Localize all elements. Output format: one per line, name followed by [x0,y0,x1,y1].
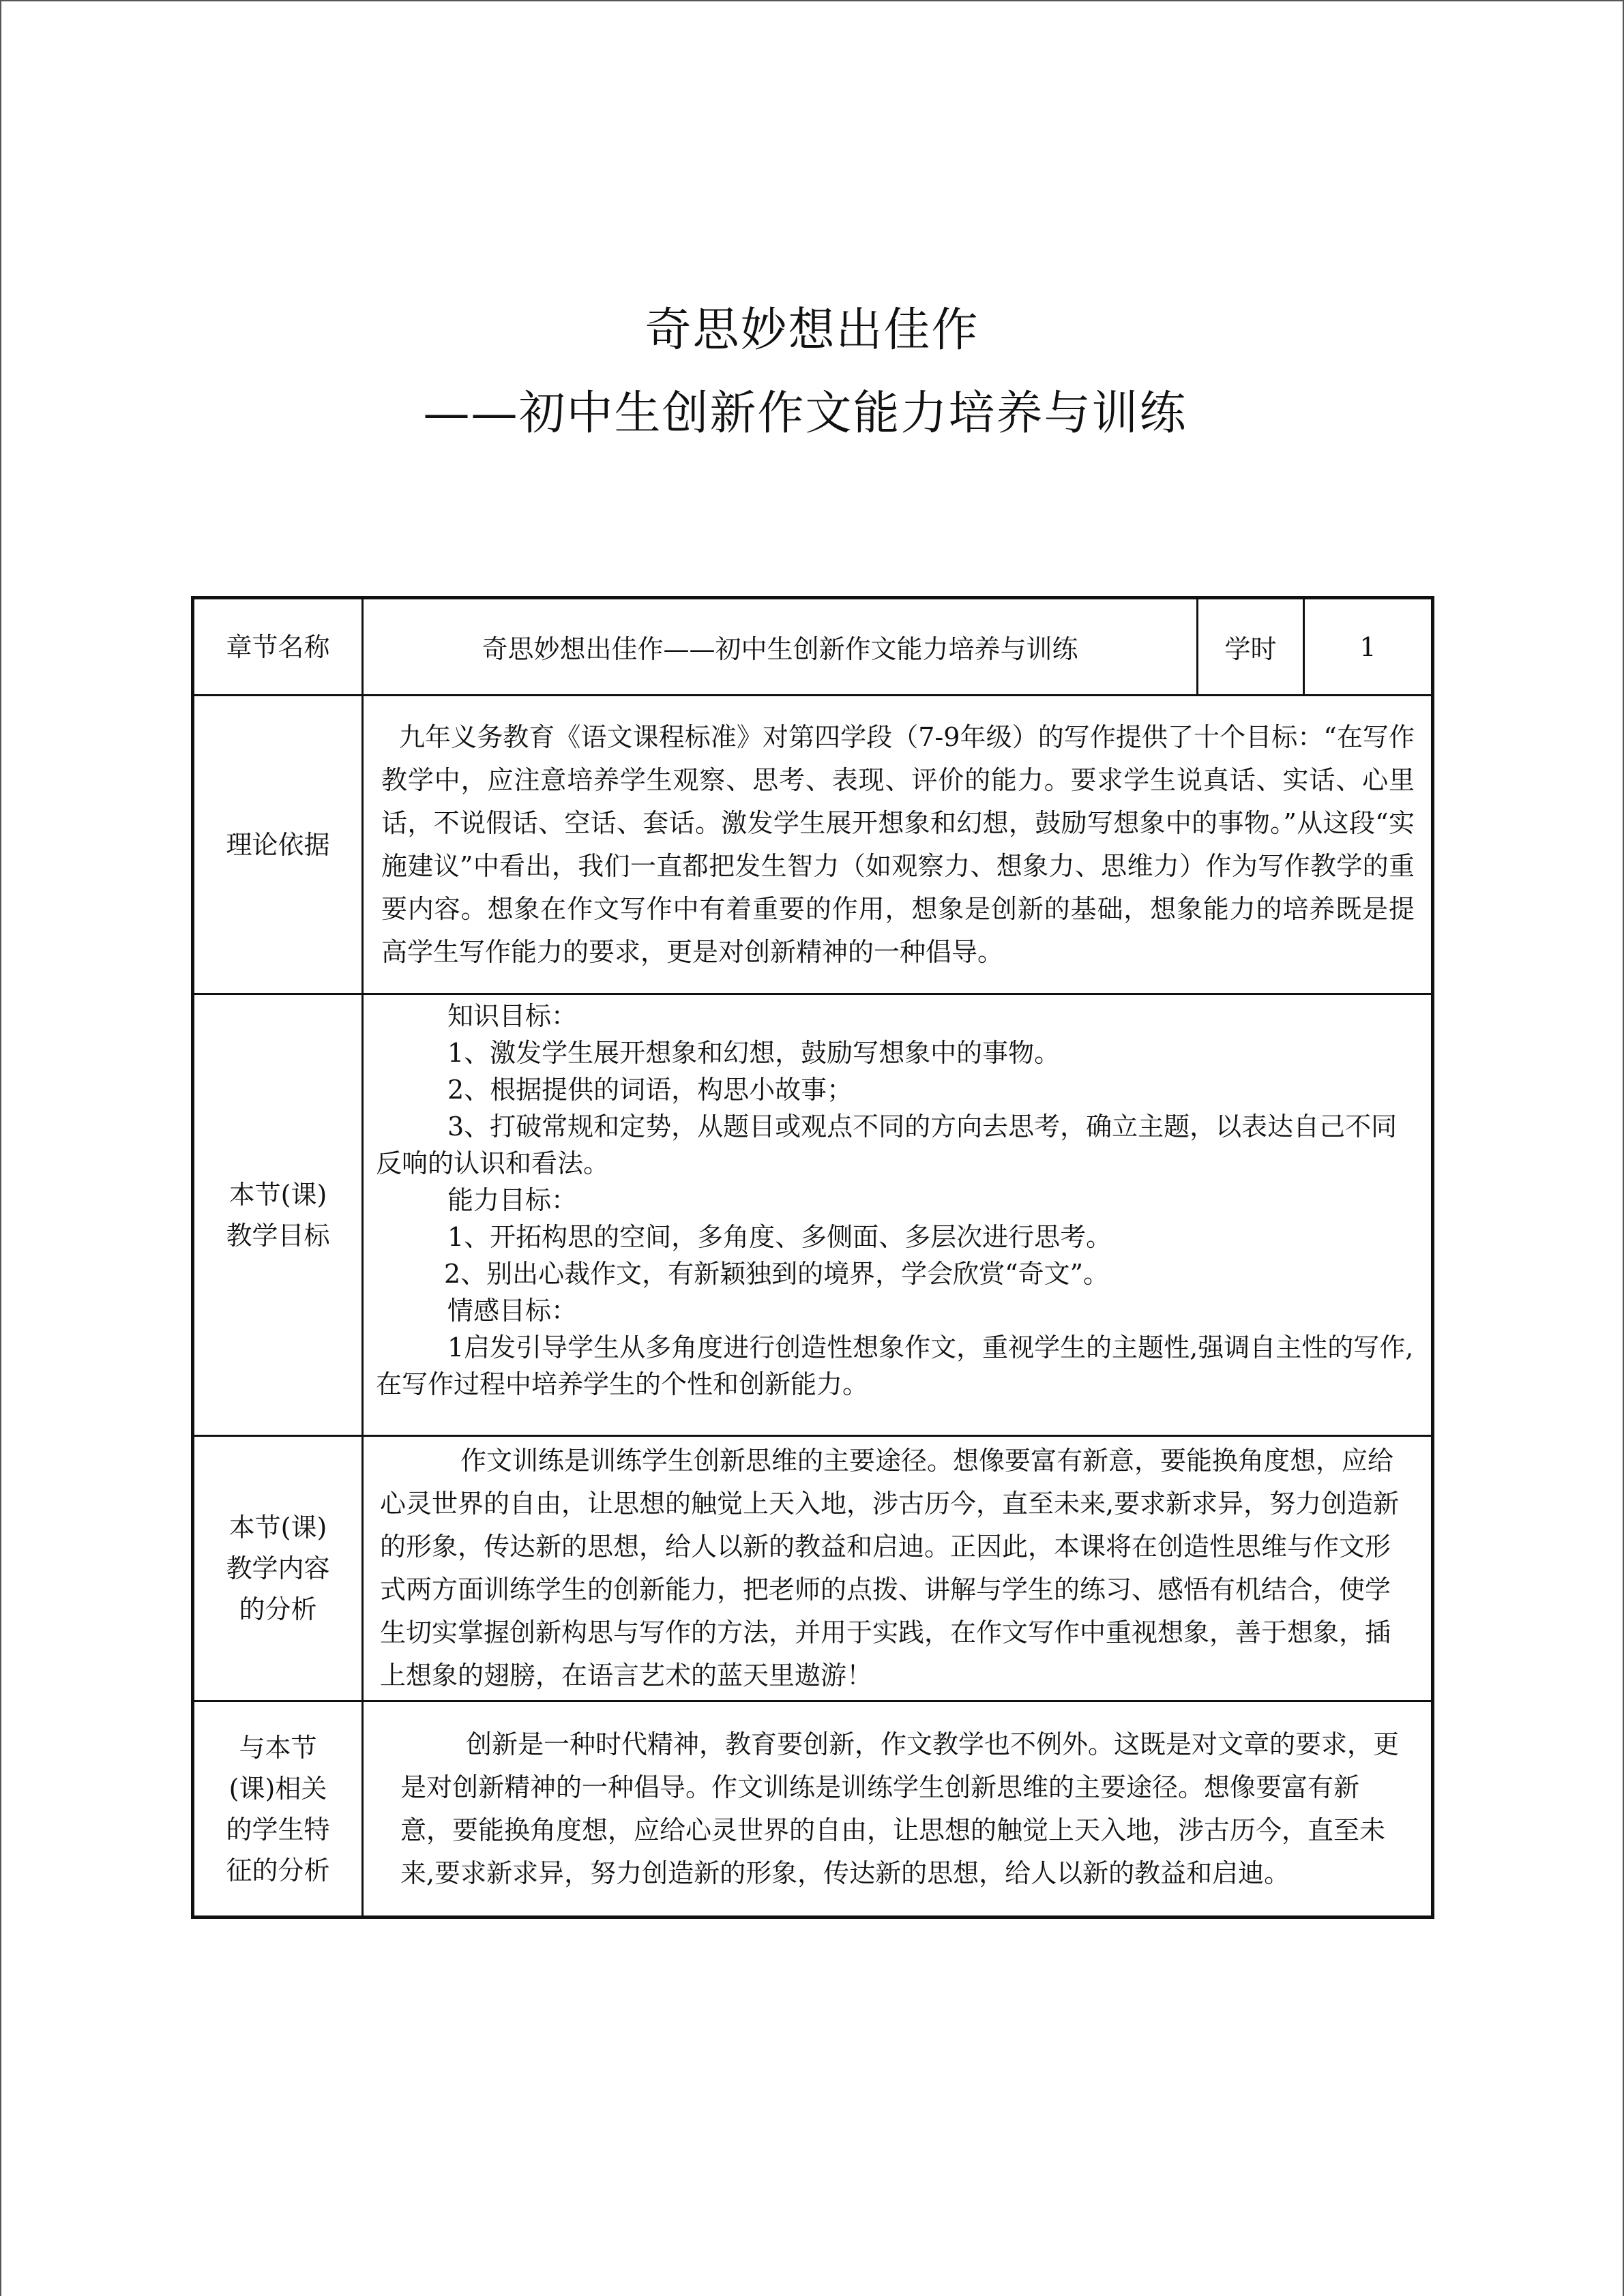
knowledge-item-2: 2、根据提供的词语，构思小故事； [447,1075,853,1105]
knowledge-item-1: 1、激发学生展开想象和幻想，鼓励写想象中的事物。 [447,1038,1061,1068]
emotion-item-1: 1启发引导学生从多角度进行创造性想象作文，重视学生的主题性,强调自主性的写作,在写作过程中培养学生的个性和创新能力。 [376,1332,1414,1399]
page-title: 奇思妙想出佳作 [645,303,979,357]
row-analysis [194,1436,1432,1701]
analysis-text: 作文训练是训练学生创新思维的主要途径。想像要富有新意，要能换角度想，应给心灵世界的自由，让思想的触觉上天入地，涉古历今，直至未来,要求新求异，努力创造新的形象，传达新的思想，给人以新的教益和启迪。正因此，本课将在创造性思维与作文形式两方面训练学生的创新能力，把老师的点拨、讲解与学生的练习、感悟有机结合，使学生切实掌握创新构思与写作的方法，并用于实践，在作文写作中重视想象，善于想象，插上想象的翅膀，在语言艺术的蓝天里遨游！ [380,1446,1400,1690]
theory-text: 九年义务教育《语文课程标准》对第四学段（7-9年级）的写作提供了十个目标：“在写作教学中，应注意培养学生观察、思考、表现、评价的能力。要求学生说真话、实话、心里话，不说假话、空话、套话。激发学生展开想象和幻想，鼓励写想象中的事物。”从这段“实施建议”中看出，我们一直都把发生智力（如观察力、想象力、思维力）作为写作教学的重要内容。想象在作文写作中有着重要的作用，想象是创新的基础，想象能力的培养既是提高学生写作能力的要求，更是对创新精神的一种倡导。 [381,721,1415,967]
page-subtitle: ——初中生创新作文能力培养与训练 [423,387,1187,441]
hours-value: 1 [1304,599,1432,696]
students-label-line2: (课)相关 [228,1773,327,1804]
knowledge-item-3: 3、打破常规和定势，从题目或观点不同的方向去思考，确立主题，以表达自己不同反响的认识和看法。 [376,1112,1398,1178]
ability-head: 能力目标： [447,1185,578,1215]
students-text: 创新是一种时代精神，教育要创新，作文教学也不例外。这既是对文章的要求，更是对创新精神的一种倡导。作文训练是训练学生创新思维的主要途径。想像要富有新意，要能换角度想，应给心灵世界的自由，让思想的触觉上天入地，涉古历今，直至未来,要求新求异，努力创造新的形象，传达新的思想，给人以新的教益和启迪。 [400,1729,1400,1888]
row-chapter [194,599,1432,696]
chapter-name: 奇思妙想出佳作——初中生创新作文能力培养与训练 [363,599,1198,696]
goals-label [194,994,363,1436]
analysis-label-line3: 的分析 [239,1594,317,1624]
ability-item-1: 1、开拓构思的空间，多角度、多侧面、多层次进行思考。 [447,1222,1112,1252]
row-theory [194,696,1432,994]
students-label-line3: 的学生特 [226,1814,330,1845]
analysis-cell [363,1436,1432,1701]
students-cell [363,1701,1432,1917]
students-label-line4: 征的分析 [226,1855,330,1885]
lesson-plan-table [192,597,1433,1918]
ability-item-2: 2、别出心裁作文，有新颖独到的境界，学会欣赏“奇文”。 [444,1259,1110,1289]
hours-label: 学时 [1198,599,1304,696]
theory-cell [363,696,1432,994]
goals-cell [363,994,1432,1436]
goals-label-line1: 本节(课) [228,1179,327,1210]
row-goals [194,994,1432,1436]
emotion-head: 情感目标： [447,1296,578,1326]
analysis-label-line1: 本节(课) [228,1512,327,1542]
students-label-line1: 与本节 [239,1732,317,1763]
analysis-label [194,1436,363,1701]
theory-label: 理论依据 [194,696,363,994]
chapter-label: 章节名称 [194,599,363,696]
students-label [194,1701,363,1917]
goals-label-line2: 教学目标 [226,1220,330,1251]
row-students [194,1701,1432,1917]
knowledge-head: 知识目标： [447,1001,578,1031]
analysis-label-line2: 教学内容 [226,1553,330,1583]
